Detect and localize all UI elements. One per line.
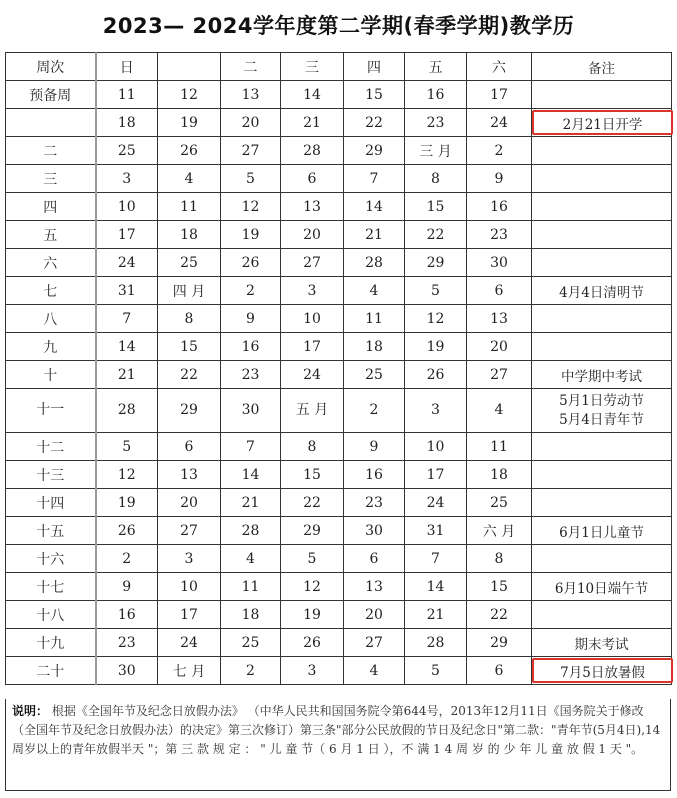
day-cell: 3: [158, 545, 221, 573]
day-cell: 24: [158, 629, 221, 657]
day-cell: 28: [96, 389, 158, 433]
header-row: [6, 53, 672, 81]
day-cell: 18: [467, 461, 532, 489]
day-cell: 27: [344, 629, 405, 657]
day-cell: 31: [96, 277, 158, 305]
day-cell: 14: [344, 193, 405, 221]
day-cell: 4: [344, 657, 405, 685]
day-cell: 6: [467, 657, 532, 685]
day-cell: 3: [405, 389, 467, 433]
note-cell: [532, 545, 672, 573]
day-cell: 7: [344, 165, 405, 193]
week-label: 十三: [6, 461, 96, 489]
day-cell: 17: [96, 221, 158, 249]
header-day-thu: 四: [344, 53, 405, 81]
header-day-sat: 六: [467, 53, 532, 81]
day-cell: 28: [344, 249, 405, 277]
day-cell: 26: [96, 517, 158, 545]
day-cell: 29: [344, 137, 405, 165]
table-row: [6, 657, 672, 685]
day-cell: 5: [221, 165, 281, 193]
day-cell: 22: [467, 601, 532, 629]
week-label: 九: [6, 333, 96, 361]
day-cell: 10: [281, 305, 344, 333]
day-cell: 13: [467, 305, 532, 333]
day-cell: 16: [96, 601, 158, 629]
footnote-text: 根据《全国年节及纪念日放假办法》 （中华人民共和国国务院令第644号，2013年12月11日《国务院关于修改（全国年节及纪念日放假办法）的决定》第三次修订）第三条"部分公民放假的节日及纪念日"第二款："青年节(5月4日),14周岁以上的青年放假半天 "；第 三 款 规 定 ： " 儿 童 节（ 6 月 1 日 ），不 满 1 4 周 岁 的 少 年 儿 童 放 假 1 天 "。: [12, 704, 661, 756]
day-cell: 27: [281, 249, 344, 277]
teaching-calendar-table: [5, 52, 672, 685]
day-cell: 18: [221, 601, 281, 629]
day-cell: 20: [158, 489, 221, 517]
day-cell: 5: [96, 433, 158, 461]
week-label: 十七: [6, 573, 96, 601]
day-cell: 14: [221, 461, 281, 489]
week-label: 七: [6, 277, 96, 305]
note-cell: [532, 165, 672, 193]
table-row: [6, 193, 672, 221]
week-label: 三: [6, 165, 96, 193]
week-label: 二十: [6, 657, 96, 685]
day-cell: 七 月: [158, 657, 221, 685]
day-cell: 25: [467, 489, 532, 517]
note-cell: 6月10日端午节: [532, 573, 672, 601]
day-cell: 15: [467, 573, 532, 601]
note-cell: [532, 601, 672, 629]
day-cell: 28: [281, 137, 344, 165]
day-cell: 2: [96, 545, 158, 573]
note-cell: 中学期中考试: [532, 361, 672, 389]
day-cell: 6: [467, 277, 532, 305]
table-row: [6, 277, 672, 305]
day-cell: 19: [96, 489, 158, 517]
week-label: 二: [6, 137, 96, 165]
table-row: [6, 629, 672, 657]
table-row: [6, 221, 672, 249]
week-label: 十八: [6, 601, 96, 629]
day-cell: 10: [405, 433, 467, 461]
table-row: [6, 573, 672, 601]
day-cell: 9: [96, 573, 158, 601]
day-cell: 23: [96, 629, 158, 657]
day-cell: 13: [344, 573, 405, 601]
day-cell: 14: [281, 81, 344, 109]
day-cell: 11: [96, 81, 158, 109]
table-row: [6, 249, 672, 277]
day-cell: 30: [96, 657, 158, 685]
day-cell: 27: [221, 137, 281, 165]
day-cell: 6: [344, 545, 405, 573]
day-cell: 9: [467, 165, 532, 193]
note-cell: 期末考试: [532, 629, 672, 657]
table-row: [6, 333, 672, 361]
header-note: 备注: [532, 53, 672, 81]
day-cell: 25: [344, 361, 405, 389]
day-cell: 6: [158, 433, 221, 461]
note-cell: [532, 193, 672, 221]
week-label: 十二: [6, 433, 96, 461]
note-cell: [532, 433, 672, 461]
day-cell: 30: [344, 517, 405, 545]
day-cell: 11: [221, 573, 281, 601]
day-cell: 2: [221, 277, 281, 305]
day-cell: 13: [281, 193, 344, 221]
day-cell: 7: [221, 433, 281, 461]
day-cell: 7: [405, 545, 467, 573]
day-cell: 15: [344, 81, 405, 109]
week-label: 十六: [6, 545, 96, 573]
day-cell: 3: [281, 277, 344, 305]
day-cell: 21: [344, 221, 405, 249]
table-row: [6, 489, 672, 517]
week-label: 四: [6, 193, 96, 221]
day-cell: 24: [281, 361, 344, 389]
day-cell: 29: [467, 629, 532, 657]
day-cell: 4: [221, 545, 281, 573]
day-cell: 27: [158, 517, 221, 545]
week-label: 十: [6, 361, 96, 389]
week-label: 六: [6, 249, 96, 277]
day-cell: 3: [281, 657, 344, 685]
day-cell: 三 月: [405, 137, 467, 165]
day-cell: 12: [405, 305, 467, 333]
note-line: 5月4日青年节: [559, 411, 644, 428]
day-cell: 8: [467, 545, 532, 573]
day-cell: 25: [221, 629, 281, 657]
day-cell: 21: [405, 601, 467, 629]
day-cell: 5: [405, 657, 467, 685]
day-cell: 17: [467, 81, 532, 109]
highlight-box: 7月5日放暑假: [532, 658, 673, 683]
day-cell: 7: [96, 305, 158, 333]
day-cell: 2: [221, 657, 281, 685]
day-cell: 21: [281, 109, 344, 137]
day-cell: 4: [344, 277, 405, 305]
day-cell: 4: [158, 165, 221, 193]
day-cell: 17: [405, 461, 467, 489]
day-cell: 23: [221, 361, 281, 389]
day-cell: 4: [467, 389, 532, 433]
day-cell: 8: [281, 433, 344, 461]
day-cell: 5: [281, 545, 344, 573]
day-cell: 24: [96, 249, 158, 277]
table-row: [6, 305, 672, 333]
table-row: [6, 137, 672, 165]
day-cell: 2: [467, 137, 532, 165]
table-row: [6, 389, 672, 433]
header-day-tue: 二: [221, 53, 281, 81]
header-week: 周次: [6, 53, 96, 81]
day-cell: 29: [281, 517, 344, 545]
day-cell: 19: [405, 333, 467, 361]
day-cell: 16: [344, 461, 405, 489]
day-cell: 19: [281, 601, 344, 629]
day-cell: 20: [467, 333, 532, 361]
day-cell: 26: [158, 137, 221, 165]
day-cell: 11: [344, 305, 405, 333]
day-cell: 28: [221, 517, 281, 545]
note-cell: [532, 389, 672, 433]
table-row: [6, 81, 672, 109]
table-row: [6, 361, 672, 389]
day-cell: 22: [158, 361, 221, 389]
day-cell: 12: [96, 461, 158, 489]
note-cell: [532, 461, 672, 489]
note-cell: [532, 489, 672, 517]
day-cell: 14: [405, 573, 467, 601]
table-row: [6, 517, 672, 545]
day-cell: 五 月: [281, 389, 344, 433]
day-cell: 六 月: [467, 517, 532, 545]
day-cell: 18: [96, 109, 158, 137]
day-cell: 12: [281, 573, 344, 601]
day-cell: 20: [281, 221, 344, 249]
header-day-fri: 五: [405, 53, 467, 81]
day-cell: 20: [221, 109, 281, 137]
day-cell: 21: [96, 361, 158, 389]
day-cell: 24: [467, 109, 532, 137]
day-cell: 26: [405, 361, 467, 389]
day-cell: 30: [221, 389, 281, 433]
week-label: [6, 109, 96, 137]
day-cell: 15: [158, 333, 221, 361]
day-cell: 2: [344, 389, 405, 433]
day-cell: 11: [467, 433, 532, 461]
note-cell: [532, 249, 672, 277]
day-cell: 30: [467, 249, 532, 277]
day-cell: 20: [344, 601, 405, 629]
day-cell: 19: [158, 109, 221, 137]
week-label: 十四: [6, 489, 96, 517]
day-cell: 26: [221, 249, 281, 277]
week-label: 五: [6, 221, 96, 249]
note-cell: [532, 657, 672, 685]
day-cell: 22: [344, 109, 405, 137]
day-cell: 22: [405, 221, 467, 249]
table-row: [6, 461, 672, 489]
day-cell: 21: [221, 489, 281, 517]
day-cell: 12: [158, 81, 221, 109]
note-cell: [532, 221, 672, 249]
footnote: [5, 699, 671, 791]
day-cell: 23: [344, 489, 405, 517]
day-cell: 8: [158, 305, 221, 333]
day-cell: 8: [405, 165, 467, 193]
table-row: [6, 109, 672, 137]
day-cell: 5: [405, 277, 467, 305]
day-cell: 25: [158, 249, 221, 277]
day-cell: 10: [158, 573, 221, 601]
day-cell: 22: [281, 489, 344, 517]
day-cell: 29: [405, 249, 467, 277]
day-cell: 15: [281, 461, 344, 489]
week-label: 八: [6, 305, 96, 333]
page-title: 2023— 2024学年度第二学期(春季学期)教学历: [102, 14, 575, 38]
note-cell: [532, 137, 672, 165]
note-cell: [532, 109, 672, 137]
header-day-sun: 日: [96, 53, 158, 81]
day-cell: 13: [158, 461, 221, 489]
day-cell: 16: [221, 333, 281, 361]
day-cell: 29: [158, 389, 221, 433]
day-cell: 16: [405, 81, 467, 109]
header-day-wed: 三: [281, 53, 344, 81]
footnote-label: 说明：: [12, 704, 49, 718]
note-cell: 4月4日清明节: [532, 277, 672, 305]
header-day-mon: [158, 53, 221, 81]
day-cell: 19: [221, 221, 281, 249]
day-cell: 13: [221, 81, 281, 109]
week-label: 十一: [6, 389, 96, 433]
note-cell: 6月1日儿童节: [532, 517, 672, 545]
day-cell: 12: [221, 193, 281, 221]
day-cell: 31: [405, 517, 467, 545]
note-cell: [532, 333, 672, 361]
day-cell: 17: [158, 601, 221, 629]
day-cell: 6: [281, 165, 344, 193]
day-cell: 28: [405, 629, 467, 657]
highlight-box: 2月21日开学: [532, 110, 673, 135]
day-cell: 27: [467, 361, 532, 389]
day-cell: 16: [467, 193, 532, 221]
day-cell: 9: [344, 433, 405, 461]
day-cell: 18: [158, 221, 221, 249]
day-cell: 10: [96, 193, 158, 221]
note-cell: [532, 81, 672, 109]
note-cell: [532, 305, 672, 333]
note-line: 5月1日劳动节: [559, 392, 644, 409]
week-label: 十五: [6, 517, 96, 545]
day-cell: 3: [96, 165, 158, 193]
table-row: [6, 433, 672, 461]
day-cell: 9: [221, 305, 281, 333]
table-row: [6, 601, 672, 629]
day-cell: 24: [405, 489, 467, 517]
day-cell: 17: [281, 333, 344, 361]
table-row: [6, 165, 672, 193]
table-row: [6, 545, 672, 573]
week-label: 十九: [6, 629, 96, 657]
day-cell: 23: [467, 221, 532, 249]
day-cell: 四 月: [158, 277, 221, 305]
day-cell: 26: [281, 629, 344, 657]
day-cell: 11: [158, 193, 221, 221]
week-label: 预备周: [6, 81, 96, 109]
day-cell: 25: [96, 137, 158, 165]
day-cell: 14: [96, 333, 158, 361]
day-cell: 23: [405, 109, 467, 137]
day-cell: 18: [344, 333, 405, 361]
day-cell: 15: [405, 193, 467, 221]
